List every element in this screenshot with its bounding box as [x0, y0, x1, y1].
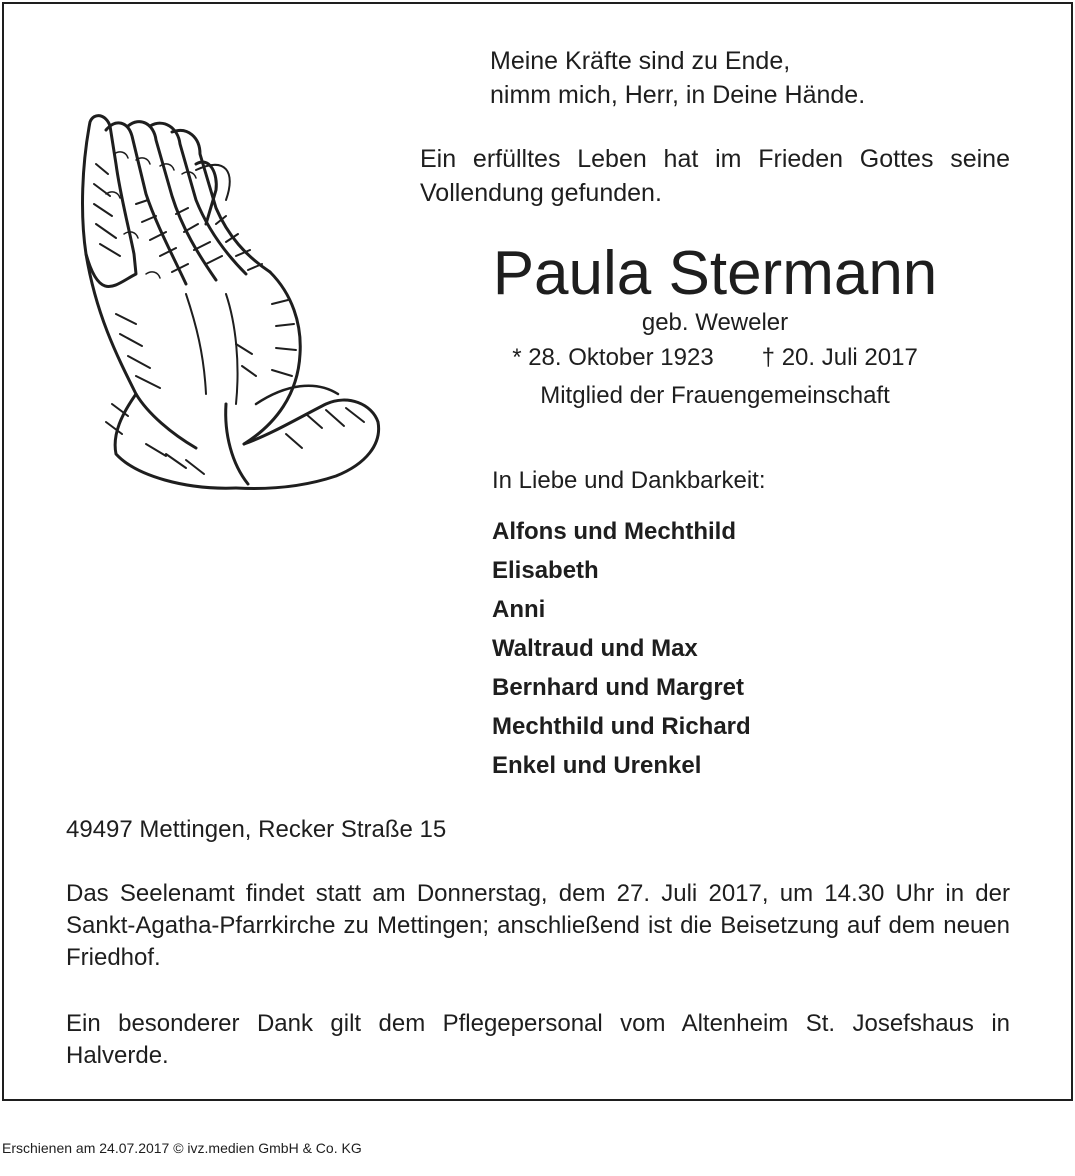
mourner: Alfons und Mechthild [492, 518, 736, 545]
maiden-name: geb. Weweler [641, 309, 789, 336]
mourner: Enkel und Urenkel [492, 752, 702, 779]
funeral-info: Das Seelenamt findet statt am Donnerstag, dem 27. Juli 2017, um 14.30 Uhr in der Sankt-Agatha-Pfarrkirche zu Mettingen; anschließend ist die Beisetzung auf dem neuen Friedhof. [66, 880, 1010, 971]
mourner: Anni [492, 596, 546, 623]
verse-line: nimm mich, Herr, in Deine Hände. [490, 81, 866, 109]
praying-hands-icon [76, 104, 381, 499]
special-thanks: Ein besonderer Dank gilt dem Pflegepersonal vom Altenheim St. Josefshaus in Halverde. [66, 1010, 1010, 1069]
mourner: Mechthild und Richard [492, 713, 751, 740]
membership: Mitglied der Frauengemeinschaft [540, 382, 890, 409]
verse [490, 44, 865, 112]
death-date: † 20. Juli 2017 [761, 344, 918, 371]
verse-line: Meine Kräfte sind zu Ende, [490, 47, 791, 75]
deceased-name: Paula Stermann [492, 239, 938, 308]
mourners-list [492, 514, 751, 787]
thanks-heading: In Liebe und Dankbarkeit: [492, 467, 766, 494]
mourner: Elisabeth [492, 557, 599, 584]
life-dates [420, 342, 1010, 374]
intro-text: Ein erfülltes Leben hat im Frieden Gottes seine Vollendung gefunden. [420, 145, 1010, 207]
mourner: Waltraud und Max [492, 635, 698, 662]
mourner: Bernhard und Margret [492, 674, 745, 701]
publication-footer: Erschienen am 24.07.2017 © ivz.medien GmbH & Co. KG [2, 1140, 362, 1156]
obituary-notice [2, 2, 1073, 1101]
birth-date: * 28. Oktober 1923 [512, 344, 714, 371]
address: 49497 Mettingen, Recker Straße 15 [66, 816, 447, 843]
